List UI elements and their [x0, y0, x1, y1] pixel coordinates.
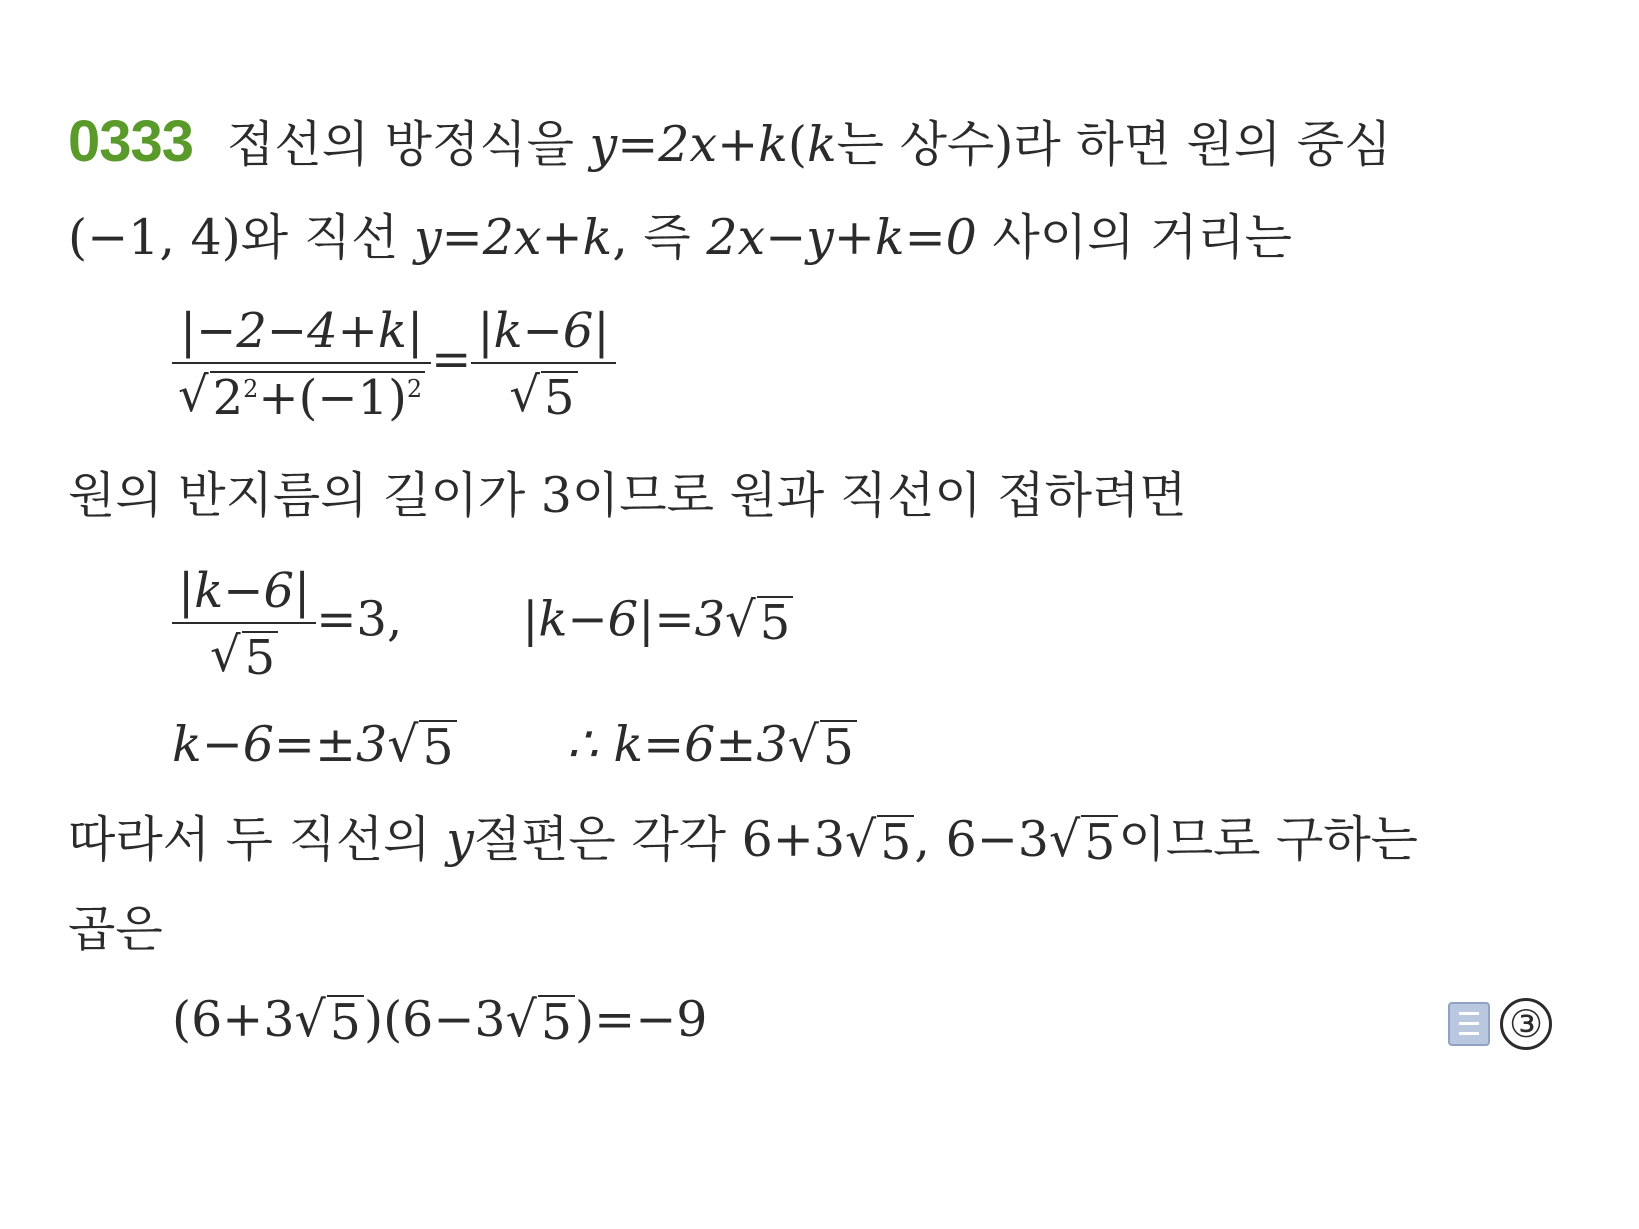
answer-choice: ③	[1500, 998, 1552, 1050]
answer-mark	[1448, 990, 1552, 1050]
line-7: 따라서 두 직선의 y절편은 각각 6+3 √ 5 , 6−3 √ 5 이므로 구하는	[68, 811, 1418, 871]
line-2: (−1, 4)와 직선 y=2x+k, 즉 2x−y+k=0 사이의 거리는	[68, 209, 1292, 266]
line-4: 원의 반지름의 길이가 3이므로 원과 직선이 접하려면	[68, 467, 1187, 524]
equation-5: |k−6| √ 5 =3, |k−6|=3 √ 5	[172, 560, 793, 686]
answer-icon	[1448, 1002, 1490, 1046]
fraction-3: |k−6| √ 5	[172, 560, 316, 686]
equation-9: (6+3 √ 5 )(6−3 √ 5 )=−9	[172, 991, 708, 1051]
problem-number: 0333	[68, 109, 194, 174]
line-8: 곱은	[68, 901, 163, 958]
equation-6: k−6=±3 √ 5 ∴ k=6±3 √ 5	[172, 715, 857, 775]
fraction-1: |−2−4+k| √ $2^2+(-1)^2$	[172, 300, 431, 426]
line-1: 0333 접선의 방정식을 y=2x+k(k는 상수)라 하면 원의 중심	[68, 109, 1392, 174]
distance-formula: |−2−4+k| √ $2^2+(-1)^2$ = |k−6| √ 5	[172, 300, 616, 426]
fraction-2: |k−6| √ 5	[471, 300, 615, 426]
